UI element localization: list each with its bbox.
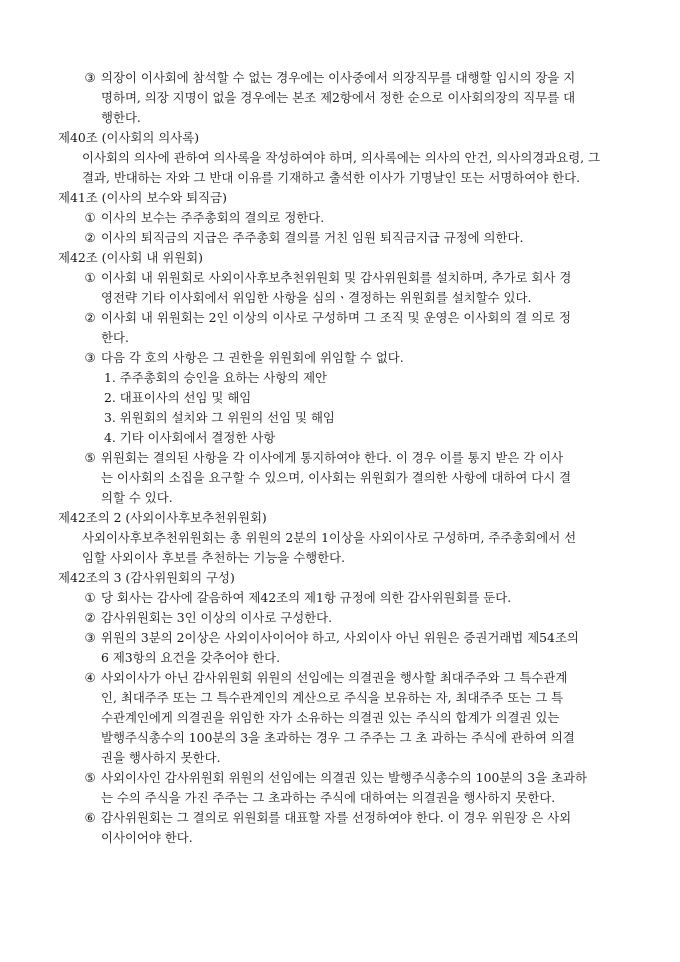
article-heading: 제41조 (이사의 보수와 퇴직금) [58, 190, 227, 205]
article-heading: 제42조의 2 (사외이사후보추천위원회) [58, 510, 267, 525]
item-line: 권을 행사하지 못한다. [101, 750, 221, 765]
item-line: 감사위원회는 그 결의로 위원회를 대표할 자를 선정하여야 한다. 이 경우 위원장 은 사외 [101, 810, 572, 825]
article-heading: 제42조 (이사회 내 위원회) [58, 250, 203, 265]
sub-item: 1. 주주총회의 승인을 요하는 사항의 제안 [104, 370, 328, 385]
item-line: 수관계인에게 의결권을 위임한 자가 소유하는 의결권 있는 주식의 합계가 의결권 있는 [101, 710, 560, 725]
item-line: 명하며, 의장 지명이 없을 경우에는 본조 제2항에서 정한 순으로 이사회의장의 직무를 대 [101, 90, 576, 105]
paragraph-line: 결과, 반대하는 자와 그 반대 이유를 기재하고 출석한 이사가 기명날인 또는 서명하여야 한다. [82, 170, 581, 185]
article-heading: 제42조의 3 (감사위원회의 구성) [58, 570, 235, 585]
item-line: 감사위원회는 3인 이상의 이사로 구성한다. [101, 610, 333, 625]
item-line: 다음 각 호의 사항은 그 권한을 위원회에 위임할 수 없다. [101, 350, 404, 365]
item-line: 의장이 이사회에 참석할 수 없는 경우에는 이사중에서 의장직무를 대행할 임시의 장을 지 [101, 70, 576, 85]
item-number: ④ [84, 670, 96, 685]
paragraph-line: 사외이사후보추천위원회는 총 위원의 2분의 1이상을 사외이사로 구성하며, 주주총회에서 선 [82, 530, 577, 545]
item-number: ② [84, 230, 96, 245]
item-line: 의할 수 있다. [101, 490, 173, 505]
item-line: 당 회사는 감사에 갈음하여 제42조의 제1항 규정에 의한 감사위원회를 둔다. [101, 590, 512, 605]
item-number: ① [84, 210, 96, 225]
item-number: ③ [84, 630, 96, 645]
sub-item: 2. 대표이사의 선임 및 해임 [104, 390, 252, 405]
item-line: 인, 최대주주 또는 그 특수관계인의 계산으로 주식을 보유하는 자, 최대주주 또는 그 특 [101, 690, 564, 705]
item-line: 6 제3항의 요건을 갖추어야 한다. [101, 650, 281, 665]
item-number: ① [84, 270, 96, 285]
item-line: 는 수의 주식을 가진 주주는 그 초과하는 주식에 대하여는 의결권을 행사하지 못한다. [101, 790, 556, 805]
item-line: 위원회는 결의된 사항을 각 이사에게 통지하여야 한다. 이 경우 이를 통지 받은 각 이사 [101, 450, 564, 465]
item-number: ② [84, 610, 96, 625]
item-number: ② [84, 310, 96, 325]
paragraph-line: 임할 사외이사 후보를 추천하는 기능을 수행한다. [82, 550, 346, 565]
item-line: 사외이사가 아닌 감사위원회 위원의 선임에는 의결권을 행사할 최대주주와 그 특수관계 [101, 670, 568, 685]
item-number: ③ [84, 70, 96, 85]
item-number: ③ [84, 350, 96, 365]
item-line: 한다. [101, 330, 129, 345]
item-line: 위원의 3분의 2이상은 사외이사이어야 하고, 사외이사 아닌 위원은 증권거래법 제54조의 [101, 630, 579, 645]
sub-item: 4. 기타 이사회에서 결정한 사항 [104, 430, 276, 445]
item-line: 행한다. [101, 110, 141, 125]
paragraph-line: 이사회의 의사에 관하여 의사록을 작성하여야 하며, 의사록에는 의사의 안건, 의사의경과요령, 그 [82, 150, 601, 165]
article-heading: 제40조 (이사회의 의사록) [58, 130, 200, 145]
item-line: 발행주식총수의 100분의 3을 초과하는 경우 그 주주는 그 초 과하는 주식에 관하여 의결 [101, 730, 575, 745]
item-number: ⑤ [84, 770, 96, 785]
item-line: 사외이사인 감사위원회 위원의 선임에는 의결권 있는 발행주식총수의 100분의 3을 초과하 [101, 770, 587, 785]
item-line: 는 이사회의 소집을 요구할 수 있으며, 이사회는 위원회가 결의한 사항에 대하여 다시 결 [101, 470, 572, 485]
item-line: 이사회 내 위원회로 사외이사후보추천위원회 및 감사위원회를 설치하며, 추가로 회사 경 [101, 270, 572, 285]
item-line: 영전략 기타 이사회에서 위임한 사항을 심의ㆍ결정하는 위원회를 설치할수 있다. [101, 290, 532, 305]
item-line: 이사의 보수는 주주총회의 결의로 정한다. [101, 210, 325, 225]
item-line: 이사이어야 한다. [101, 830, 193, 845]
item-number: ① [84, 590, 96, 605]
item-line: 이사회 내 위원회는 2인 이상의 이사로 구성하며 그 조직 및 운영은 이사회의 결 의로 정 [101, 310, 571, 325]
item-line: 이사의 퇴직금의 지급은 주주총회 결의를 거친 임원 퇴직금지급 규정에 의한다. [101, 230, 524, 245]
item-number: ⑥ [84, 810, 96, 825]
sub-item: 3. 위원회의 설치와 그 위원의 선임 및 해임 [104, 410, 335, 425]
item-number: ⑤ [84, 450, 96, 465]
